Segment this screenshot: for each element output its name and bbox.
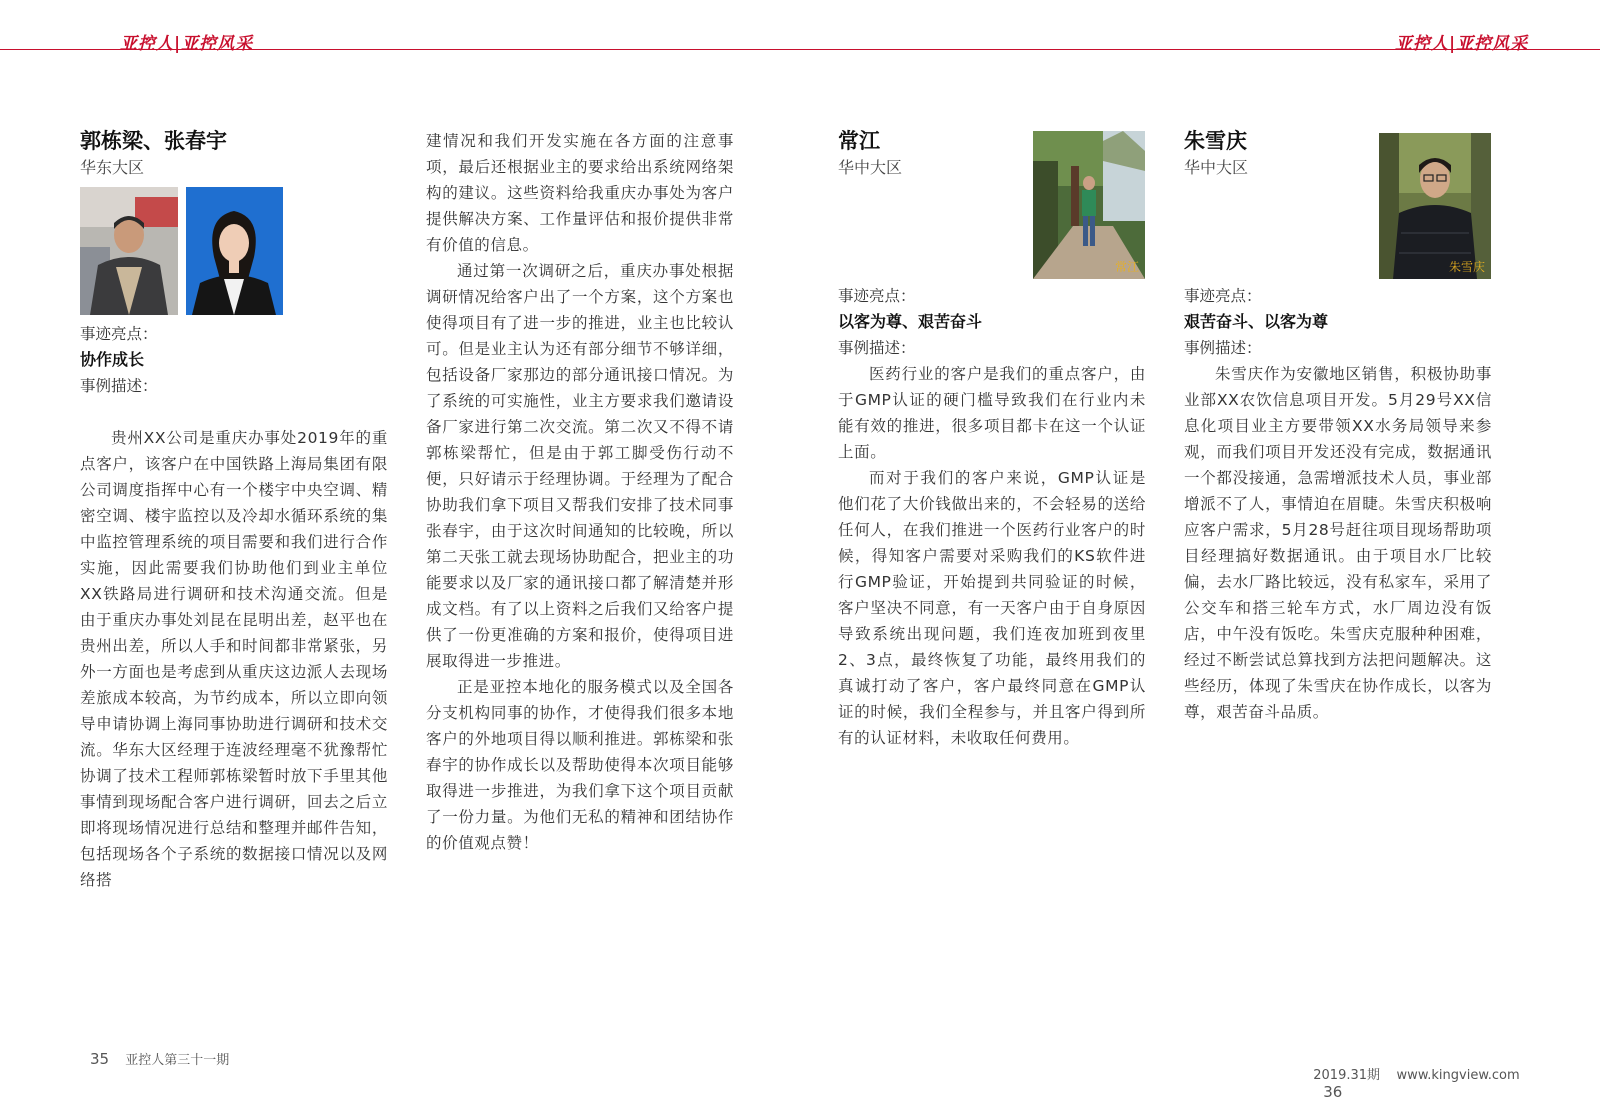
page-number-left: 35 — [90, 1050, 110, 1068]
photo-zhang-chunyu — [186, 187, 283, 315]
col1-details — [80, 321, 388, 893]
photo-zhu-xueqing — [1379, 133, 1491, 279]
person-name: 郭栋梁、张春宇 — [80, 129, 227, 153]
issue-title: 亚控人第三十一期 — [125, 1053, 230, 1068]
person-region: 华中大区 — [1184, 158, 1249, 177]
col2-body — [426, 128, 734, 856]
paragraph: 贵州XX公司是重庆办事处2019年的重点客户，该客户在中国铁路上海局集团有限公司调度指挥中心有一个楼宇中央空调、精密空调、楼宇监控以及冷却水循环系统的集中监控管理系统的项目需要和我们进行合作实施，因此需要我们协助他们到业主单位XX铁路局进行调研和技术沟通交流。但是由于重庆办事处刘昆在昆明出差，赵平也在贵州出差，所以人手和时间都非常紧张，另外一方面也是考虑到从重庆这边派人去现场差旅成本较高，为节约成本，所以立即向领导申请协调上海同事协助进行调研和技术交流。华东大区经理于连波经理毫不犹豫帮忙协调了技术工程师郭栋梁暂时放下手里其他事情到现场配合客户进行调研，回去之后立即将现场情况进行总结和整理并邮件告知，包括现场各个子系统的数据接口情况以及网络搭 — [80, 429, 388, 889]
page-number-right: 36 — [1323, 1083, 1343, 1101]
photo-guo-dongliang — [80, 187, 178, 315]
footer-right — [1305, 1049, 1520, 1101]
description-body — [1184, 361, 1492, 725]
header-title-right: 亚控人|亚控风采 — [1395, 34, 1529, 54]
highlight-text: 艰苦奋斗、以客为尊 — [1184, 312, 1329, 331]
highlight-text: 协作成长 — [80, 350, 145, 369]
person-region: 华东大区 — [80, 158, 145, 177]
profile-chang-jiang — [838, 126, 1028, 180]
photo-caption: 朱雪庆 — [1448, 260, 1485, 274]
highlight-label: 事迹亮点： — [1184, 287, 1262, 305]
header-title-left: 亚控人|亚控风采 — [120, 34, 254, 54]
description-label: 事例描述： — [1184, 339, 1262, 357]
issue-and-website: 2019.31期 www.kingview.com — [1313, 1068, 1520, 1083]
photo-chang-jiang — [1033, 131, 1145, 279]
description-body — [838, 361, 1146, 751]
footer-left — [90, 1049, 229, 1068]
profile-guo-zhang — [80, 126, 388, 180]
person-name: 常江 — [838, 129, 880, 153]
photo-caption: 常江 — [1114, 260, 1139, 274]
person-region: 华中大区 — [838, 158, 903, 177]
paragraph: 通过第一次调研之后，重庆办事处根据调研情况给客户出了一个方案，这个方案也使得项目有了进一步的推进，业主也比较认可。但是业主认为还有部分细节不够详细，包括设备厂家那边的部分通讯接口情况。为了系统的可实施性，业主方要求我们邀请设备厂家进行第二次交流。第二次又不得不请郭栋梁帮忙，但是由于郭工脚受伤行动不便，只好请示于经理协调。于经理为了配合协助我们拿下项目又帮我们安排了技术同事张春宇，由于这次时间通知的比较晚，所以第二天张工就去现场协助配合，把业主的功能要求以及厂家的通讯接口都了解清楚并形成文档。有了以上资料之后我们又给客户提供了一份更准确的方案和报价，使得项目进展取得进一步推进。 — [426, 262, 734, 670]
paragraph: 正是亚控本地化的服务模式以及全国各分支机构同事的协作，才使得我们很多本地客户的外地项目得以顺利推进。郭栋梁和张春宇的协作成长以及帮助使得本次项目能够取得进一步推进，为我们拿下这个项目贡献了一份力量。为他们无私的精神和团结协作的价值观点赞！ — [426, 678, 734, 852]
profile-zhu-xueqing — [1184, 126, 1374, 180]
paragraph: 医药行业的客户是我们的重点客户，由于GMP认证的硬门槛导致我们在行业内未能有效的推进，很多项目都卡在这一个认证上面。 — [838, 365, 1146, 461]
description-label: 事例描述： — [838, 339, 916, 357]
paragraph: 建情况和我们开发实施在各方面的注意事项，最后还根据业主的要求给出系统网络架构的建议。这些资料给我重庆办事处为客户提供解决方案、工作量评估和报价提供非常有价值的信息。 — [426, 132, 734, 254]
paragraph: 而对于我们的客户来说，GMP认证是他们花了大价钱做出来的，不会轻易的送给任何人，在我们推进一个医药行业客户的时候，得知客户需要对采购我们的KS软件进行GMP验证，开始提到共同验证的时候，客户坚决不同意，有一天客户由于自身原因导致系统出现问题，我们连夜加班到夜里2、3点，最终恢复了功能，最终用我们的真诚打动了客户，客户最终同意在GMP认证的时候，我们全程参与，并且客户得到所有的认证材料，未收取任何费用。 — [838, 469, 1146, 747]
paragraph: 朱雪庆作为安徽地区销售，积极协助事业部XX农饮信息项目开发。5月29号XX信息化项目业主方要带领XX水务局领导来参观，而我们项目开发还没有完成，数据通讯一个都没接通，急需增派技术人员，事业部增派不了人，事情迫在眉睫。朱雪庆积极响应客户需求，5月28号赶往项目现场帮助项目经理搞好数据通讯。由于项目水厂比较偏，去水厂路比较远，没有私家车，采用了公交车和搭三轮车方式，水厂周边没有饭店，中午没有饭吃。朱雪庆克服种种困难，经过不断尝试总算找到方法把问题解决。这些经历，体现了朱雪庆在协作成长，以客为尊，艰苦奋斗品质。 — [1184, 365, 1492, 721]
highlight-label: 事迹亮点： — [80, 325, 158, 343]
highlight-label: 事迹亮点： — [838, 287, 916, 305]
col4-details — [1184, 283, 1492, 725]
description-label: 事例描述： — [80, 377, 158, 395]
description-body — [80, 425, 388, 893]
person-name: 朱雪庆 — [1184, 129, 1247, 153]
highlight-text: 以客为尊、艰苦奋斗 — [838, 312, 983, 331]
col3-details — [838, 283, 1146, 751]
